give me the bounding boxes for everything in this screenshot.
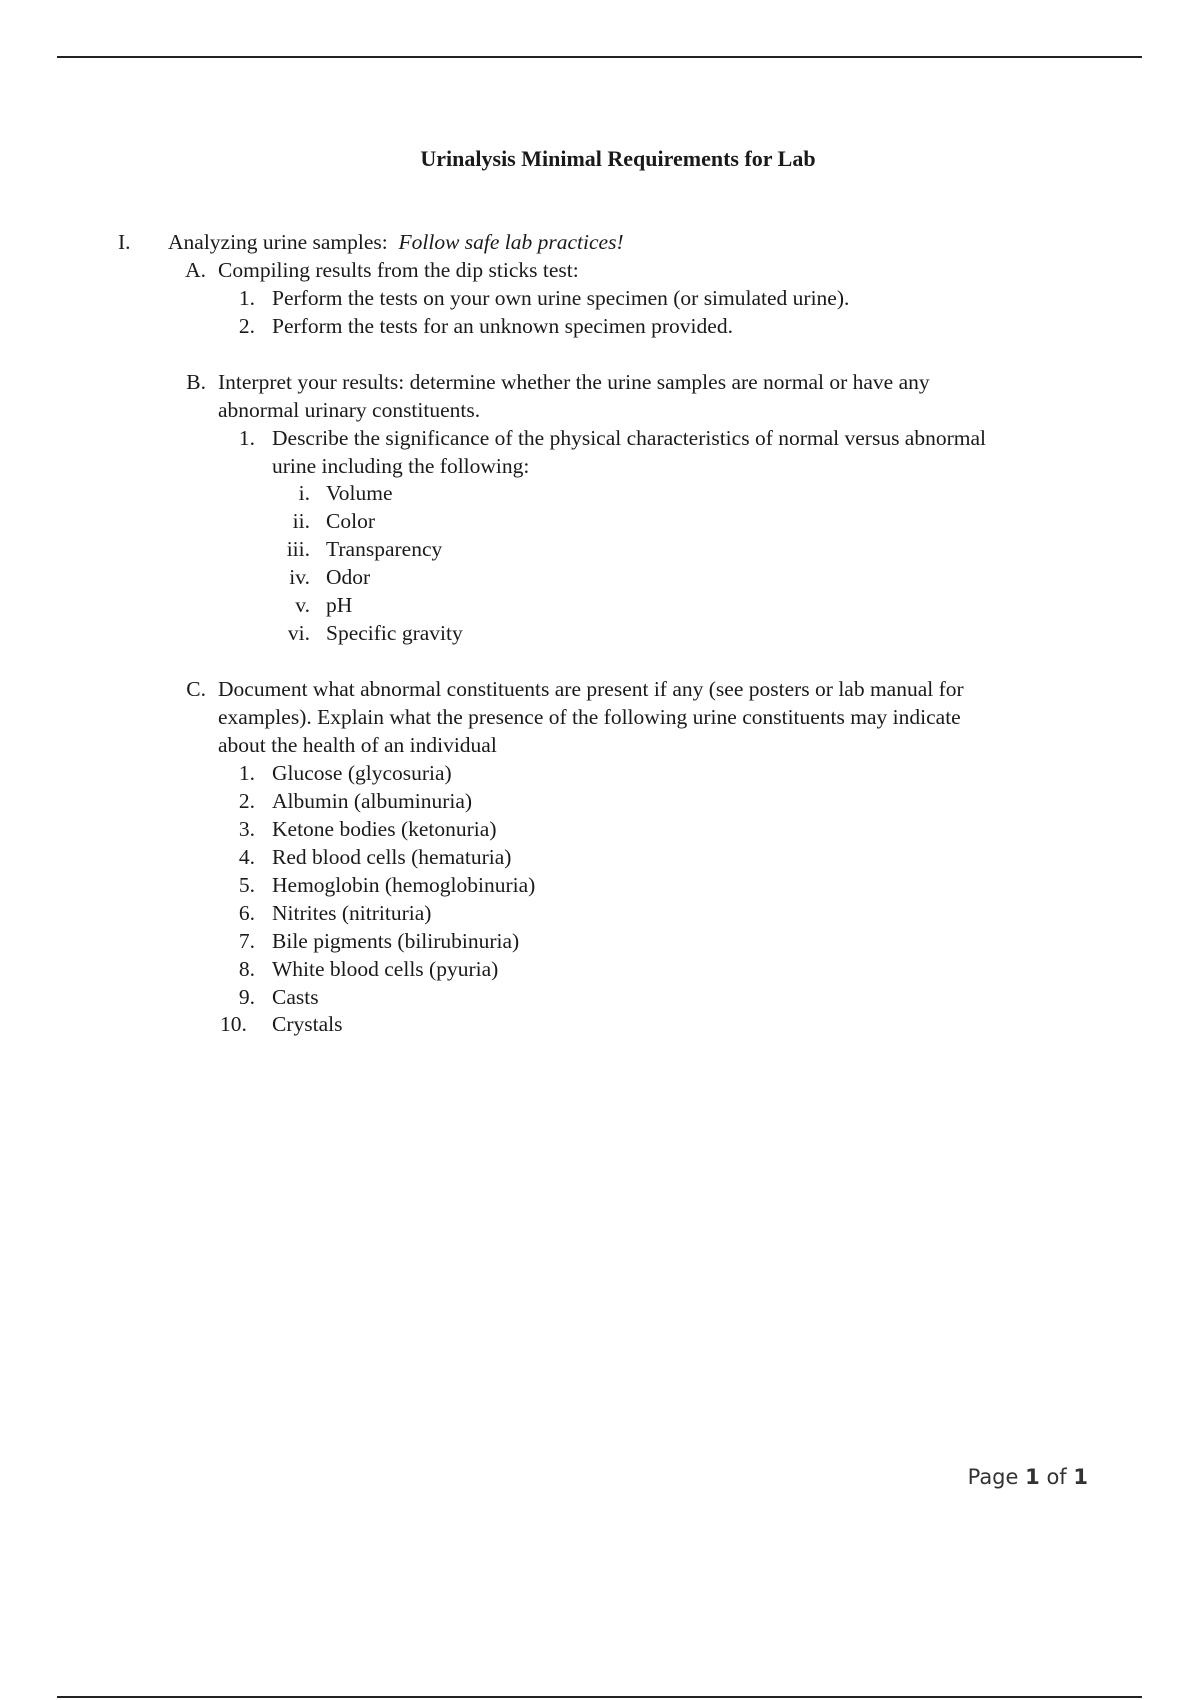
sublist-text: Transparency xyxy=(326,537,443,561)
list-marker: 5. xyxy=(238,873,255,897)
list-text: Albumin (albuminuria) xyxy=(272,789,473,813)
section-b-text-line1: Interpret your results: determine whether the urine samples are normal or have any xyxy=(218,370,930,394)
sublist-text: Volume xyxy=(326,481,393,505)
section-i-emphasis: Follow safe lab practices! xyxy=(398,230,624,254)
sublist-text: Specific gravity xyxy=(326,621,463,645)
list-marker: 4. xyxy=(238,845,255,869)
bottom-rule xyxy=(57,1696,1142,1698)
sublist-marker: i. xyxy=(298,481,310,505)
sublist-marker: ii. xyxy=(292,509,310,533)
list-text: Crystals xyxy=(272,1012,343,1036)
list-marker: 7. xyxy=(238,929,255,953)
list-marker: 3. xyxy=(238,817,255,841)
list-marker: 1. xyxy=(238,761,255,785)
of-label: of xyxy=(1046,1465,1067,1489)
list-text: Perform the tests for an unknown specimen provided. xyxy=(272,314,733,338)
list-marker: 6. xyxy=(238,901,255,925)
section-a-text: Compiling results from the dip sticks test: xyxy=(218,258,579,282)
list-text: urine including the following: xyxy=(272,454,530,478)
list-marker: 10. xyxy=(220,1012,247,1036)
list-text: Hemoglobin (hemoglobinuria) xyxy=(272,873,536,897)
section-a-marker: A. xyxy=(185,258,206,282)
sublist-text: Color xyxy=(326,509,375,533)
document-title: Urinalysis Minimal Requirements for Lab xyxy=(420,146,816,171)
section-c-text-line3: about the health of an individual xyxy=(218,733,497,757)
list-text: Bile pigments (bilirubinuria) xyxy=(272,929,520,953)
sublist-text: Odor xyxy=(326,565,371,589)
list-text: Glucose (glycosuria) xyxy=(272,761,452,785)
list-marker: 2. xyxy=(238,314,255,338)
list-marker: 1. xyxy=(238,426,255,450)
sublist-marker: iv. xyxy=(289,565,310,589)
page-label: Page xyxy=(967,1465,1019,1489)
section-i-heading: Analyzing urine samples: xyxy=(168,230,388,254)
top-rule xyxy=(57,56,1142,58)
list-marker: 1. xyxy=(238,286,255,310)
sublist-text: pH xyxy=(326,593,353,617)
current-page: 1 xyxy=(1025,1465,1040,1489)
sublist-marker: vi. xyxy=(287,621,310,645)
section-c-text-line2: examples). Explain what the presence of the following urine constituents may indicate xyxy=(218,705,961,729)
section-c-text-line1: Document what abnormal constituents are present if any (see posters or lab manual for xyxy=(218,677,964,701)
total-pages: 1 xyxy=(1073,1465,1088,1489)
section-b-text-line2: abnormal urinary constituents. xyxy=(218,398,481,422)
sublist-marker: v. xyxy=(295,593,310,617)
section-i-marker: I. xyxy=(118,230,131,254)
section-b-marker: B. xyxy=(186,370,206,394)
list-text: Red blood cells (hematuria) xyxy=(272,845,512,869)
list-text: Casts xyxy=(272,985,319,1009)
sublist-marker: iii. xyxy=(286,537,310,561)
list-marker: 9. xyxy=(238,985,255,1009)
list-text: Ketone bodies (ketonuria) xyxy=(272,817,497,841)
list-text: Nitrites (nitrituria) xyxy=(272,901,432,925)
list-marker: 8. xyxy=(238,957,255,981)
section-c-marker: C. xyxy=(186,677,206,701)
section-i-text xyxy=(168,228,624,256)
list-text: White blood cells (pyuria) xyxy=(272,957,499,981)
list-text: Perform the tests on your own urine specimen (or simulated urine). xyxy=(272,286,850,310)
list-marker: 2. xyxy=(238,789,255,813)
list-text: Describe the significance of the physical characteristics of normal versus abnormal xyxy=(272,426,987,450)
page-number xyxy=(968,1465,1088,1489)
